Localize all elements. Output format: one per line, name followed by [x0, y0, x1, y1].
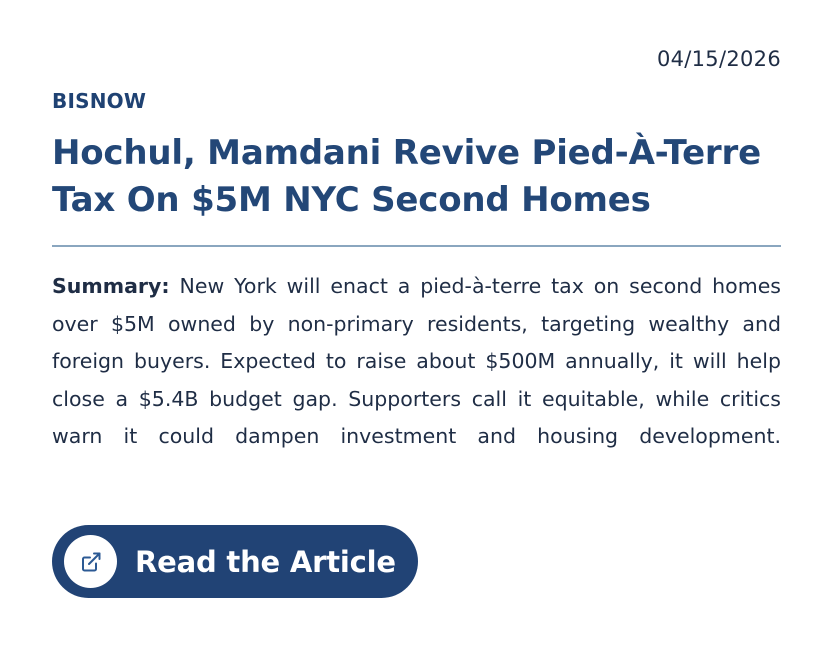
- external-link-icon: [64, 535, 117, 588]
- article-summary: [52, 268, 781, 456]
- article-headline: Hochul, Mamdani Revive Pied-À-Terre Tax On $5M NYC Second Homes: [52, 133, 761, 220]
- divider: [52, 245, 781, 247]
- article-date: 04/15/2026: [656, 47, 781, 71]
- article-source: BISNOW: [52, 89, 147, 113]
- read-article-label: Read the Article: [135, 544, 396, 579]
- summary-text: New York will enact a pied-à-terre tax on second homes over $5M owned by non-primary residents, targeting wealthy and foreign buyers. Expected to raise about $500M annually, it will help close a $5.4B budget gap. Supporters call it equitable, while critics warn it could dampen investment and housing development.: [52, 274, 781, 448]
- summary-label: Summary:: [52, 274, 170, 298]
- article-card: [52, 0, 781, 650]
- read-article-button[interactable]: [52, 525, 418, 598]
